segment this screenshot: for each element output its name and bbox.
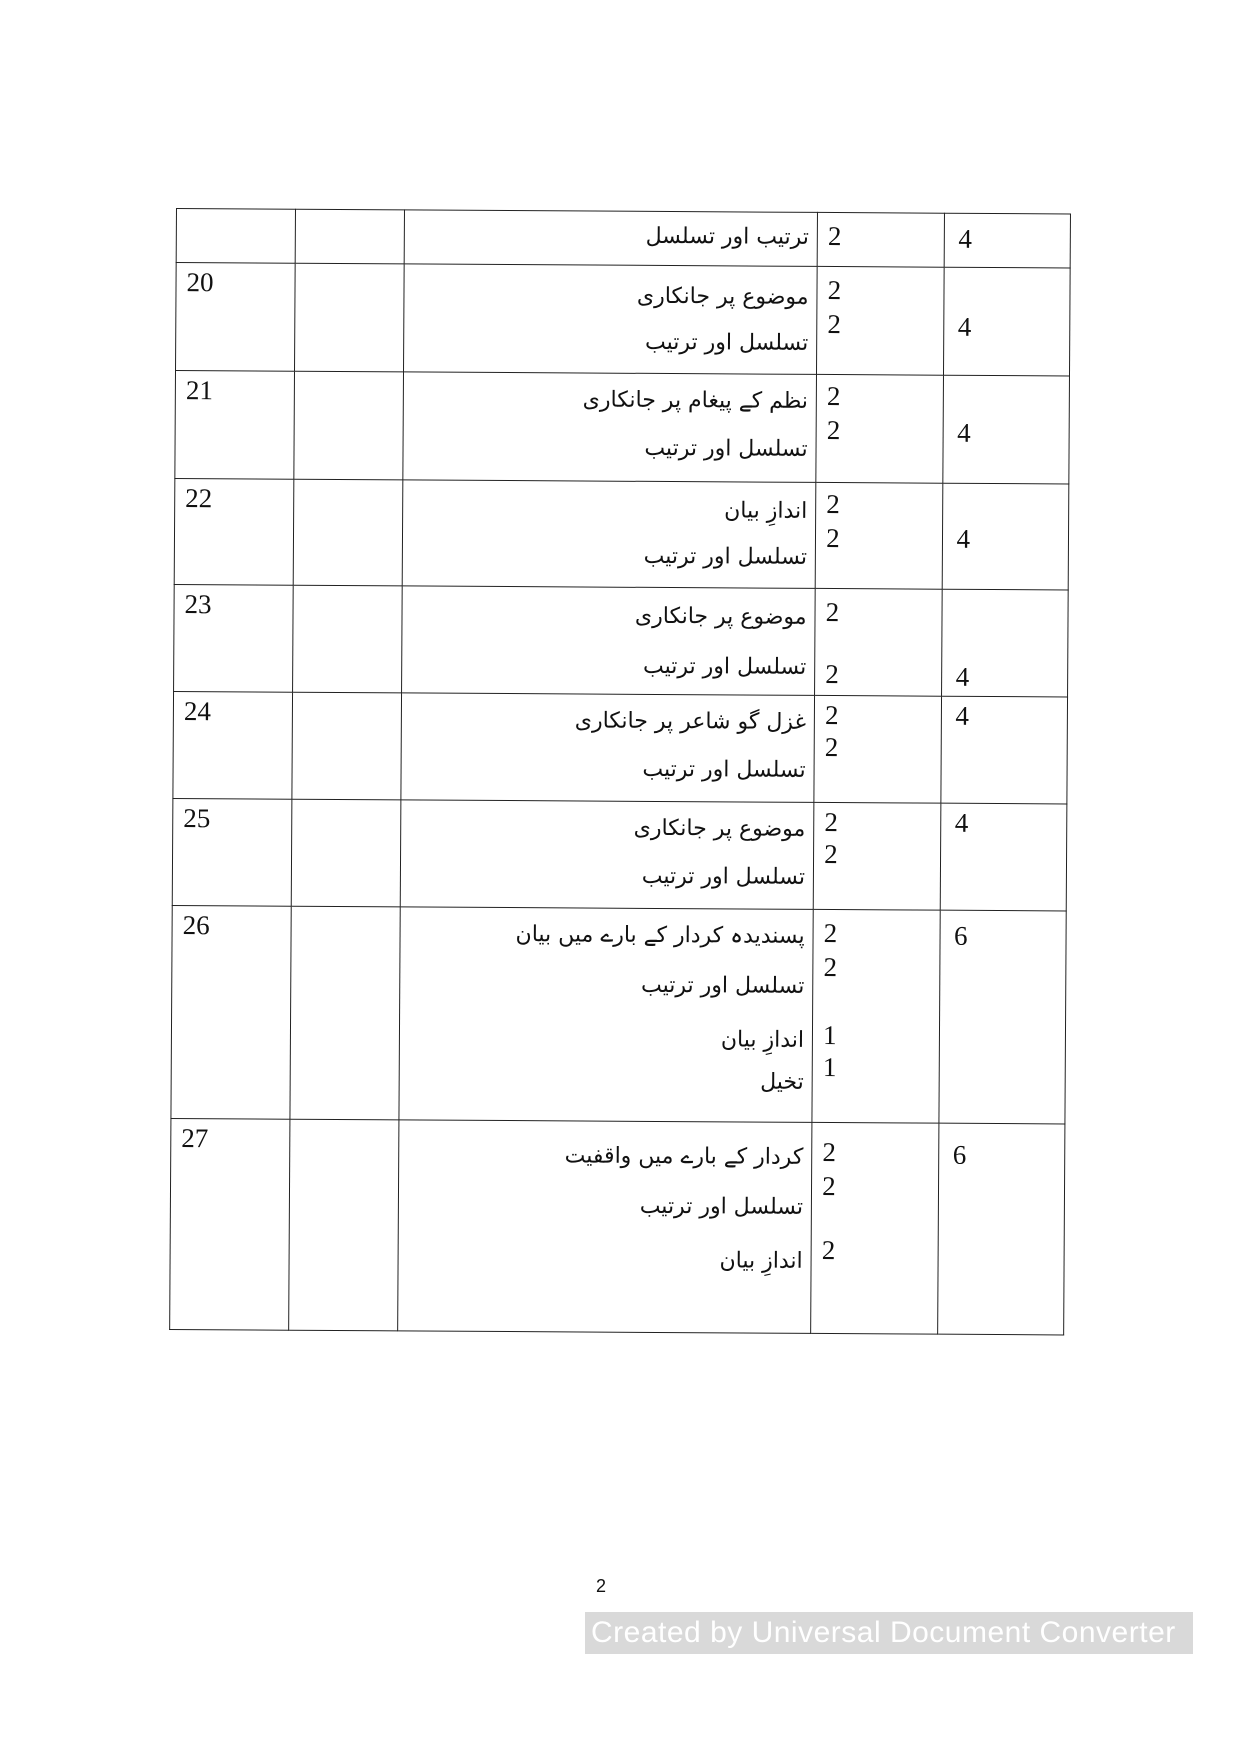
criteria-cell bbox=[404, 210, 818, 267]
total-marks: 4 bbox=[956, 523, 971, 554]
total-marks: 6 bbox=[954, 920, 968, 951]
criterion-text: اندازِ بیان bbox=[720, 1027, 805, 1053]
total-cell bbox=[940, 803, 1067, 911]
table-row bbox=[171, 905, 1066, 1123]
question-number: 20 bbox=[186, 267, 214, 298]
criterion-points: 1 bbox=[822, 1051, 837, 1083]
marking-scheme-table bbox=[169, 208, 1071, 1335]
total-cell bbox=[942, 483, 1069, 590]
table-row bbox=[173, 691, 1068, 803]
question-number-cell bbox=[176, 263, 296, 372]
page-number: 2 bbox=[596, 1576, 607, 1596]
total-cell bbox=[944, 213, 1071, 268]
points-cell bbox=[814, 695, 941, 803]
question-number-cell bbox=[173, 691, 293, 799]
question-number-cell bbox=[175, 371, 295, 480]
question-number: 27 bbox=[181, 1123, 209, 1154]
points-cell bbox=[817, 212, 944, 267]
total-marks: 4 bbox=[957, 311, 972, 342]
criterion-text: ترتیب اور تسلسل bbox=[645, 223, 810, 250]
criterion-points: 2 bbox=[826, 522, 840, 554]
criterion-points: 2 bbox=[823, 951, 838, 983]
total-marks: 4 bbox=[955, 661, 970, 692]
question-number: 22 bbox=[185, 483, 213, 514]
criteria-cell bbox=[399, 907, 814, 1123]
blank-cell bbox=[295, 263, 404, 372]
criterion-text: موضوع پر جانکاری bbox=[633, 815, 806, 842]
table-row bbox=[172, 798, 1067, 910]
question-number: 25 bbox=[183, 803, 211, 834]
criterion-text: پسندیدہ کردار کے بارے میں بیان bbox=[515, 922, 805, 949]
criterion-points: 2 bbox=[824, 731, 839, 763]
points-cell bbox=[815, 482, 942, 589]
blank-cell bbox=[292, 799, 401, 907]
criterion-points: 2 bbox=[825, 658, 839, 690]
criterion-points: 2 bbox=[822, 1136, 836, 1168]
criterion-text: تسلسل اور ترتیب bbox=[641, 863, 806, 890]
criteria-cell bbox=[397, 1120, 812, 1334]
criterion-points: 2 bbox=[826, 380, 841, 412]
criterion-text: تسلسل اور ترتیب bbox=[641, 972, 805, 999]
total-cell bbox=[942, 375, 1069, 484]
criteria-cell bbox=[401, 586, 815, 696]
criterion-points: 2 bbox=[825, 596, 840, 628]
blank-cell bbox=[292, 692, 401, 800]
points-cell bbox=[811, 1122, 939, 1334]
blank-cell bbox=[289, 1119, 399, 1331]
question-number-cell bbox=[172, 798, 292, 906]
criteria-cell bbox=[401, 693, 815, 803]
criteria-cell bbox=[402, 480, 816, 589]
criterion-points: 1 bbox=[822, 1019, 837, 1051]
points-cell bbox=[816, 374, 943, 483]
question-number: 23 bbox=[184, 589, 212, 620]
criterion-text: تسلسل اور ترتیب bbox=[644, 329, 809, 356]
total-cell bbox=[943, 267, 1070, 376]
question-number: 21 bbox=[185, 375, 213, 406]
criterion-text: اندازِ بیان bbox=[719, 1248, 803, 1274]
criterion-points: 2 bbox=[823, 917, 838, 949]
criterion-text: تسلسل اور ترتیب bbox=[642, 756, 806, 783]
table-row bbox=[174, 584, 1069, 696]
criterion-points: 2 bbox=[827, 220, 842, 252]
points-cell bbox=[813, 802, 940, 910]
question-number-cell bbox=[176, 209, 296, 264]
criterion-points: 2 bbox=[824, 838, 838, 870]
question-number: 26 bbox=[182, 910, 210, 941]
criteria-cell bbox=[403, 372, 817, 483]
criterion-text: موضوع پر جانکاری bbox=[634, 603, 807, 630]
criterion-text: تسلسل اور ترتیب bbox=[643, 543, 808, 570]
criterion-text: نظم کے پیغام پر جانکاری bbox=[582, 387, 809, 414]
blank-cell bbox=[294, 479, 403, 586]
criterion-points: 2 bbox=[824, 699, 839, 731]
table-row bbox=[176, 263, 1071, 376]
question-number-cell bbox=[170, 1118, 291, 1330]
criteria-cell bbox=[400, 800, 814, 910]
criterion-text: اندازِ بیان bbox=[724, 498, 808, 524]
criterion-text: تسلسل اور ترتیب bbox=[644, 435, 808, 462]
blank-cell bbox=[293, 585, 402, 693]
blank-cell bbox=[296, 209, 405, 264]
criterion-text: کردار کے بارے میں واقفیت bbox=[564, 1143, 804, 1170]
points-cell bbox=[812, 909, 940, 1123]
question-number-cell bbox=[174, 478, 294, 585]
criterion-text: موضوع پر جانکاری bbox=[636, 283, 809, 310]
points-cell bbox=[817, 266, 944, 375]
criterion-points: 2 bbox=[822, 1170, 836, 1202]
criterion-text: تسلسل اور ترتیب bbox=[639, 1193, 804, 1220]
table-row bbox=[176, 209, 1070, 268]
points-cell bbox=[815, 588, 942, 696]
total-marks: 4 bbox=[955, 700, 970, 731]
total-marks: 4 bbox=[958, 223, 972, 254]
criterion-points: 2 bbox=[827, 274, 842, 306]
table-row bbox=[170, 1118, 1065, 1334]
criterion-text: تخیل bbox=[760, 1069, 804, 1095]
criterion-points: 2 bbox=[826, 488, 840, 520]
total-marks: 6 bbox=[952, 1139, 967, 1170]
question-number-cell bbox=[174, 584, 294, 692]
criterion-points: 2 bbox=[824, 806, 838, 838]
question-number-cell bbox=[171, 905, 292, 1119]
total-cell bbox=[941, 589, 1068, 697]
blank-cell bbox=[290, 906, 400, 1120]
table-row bbox=[175, 371, 1070, 484]
table-row bbox=[174, 478, 1069, 589]
criterion-points: 2 bbox=[827, 308, 842, 340]
blank-cell bbox=[294, 371, 403, 480]
criterion-text: غزل گو شاعر پر جانکاری bbox=[574, 708, 807, 735]
question-number: 24 bbox=[183, 696, 212, 727]
total-marks: 4 bbox=[954, 807, 969, 838]
total-cell bbox=[938, 910, 1066, 1124]
criterion-text: تسلسل اور ترتیب bbox=[642, 653, 807, 680]
criteria-cell bbox=[403, 264, 817, 375]
criterion-points: 2 bbox=[821, 1234, 836, 1266]
total-cell bbox=[940, 696, 1067, 804]
criterion-points: 2 bbox=[826, 414, 841, 446]
total-cell bbox=[937, 1123, 1065, 1335]
converter-watermark: Created by Universal Document Converter bbox=[585, 1612, 1193, 1654]
total-marks: 4 bbox=[957, 417, 971, 448]
